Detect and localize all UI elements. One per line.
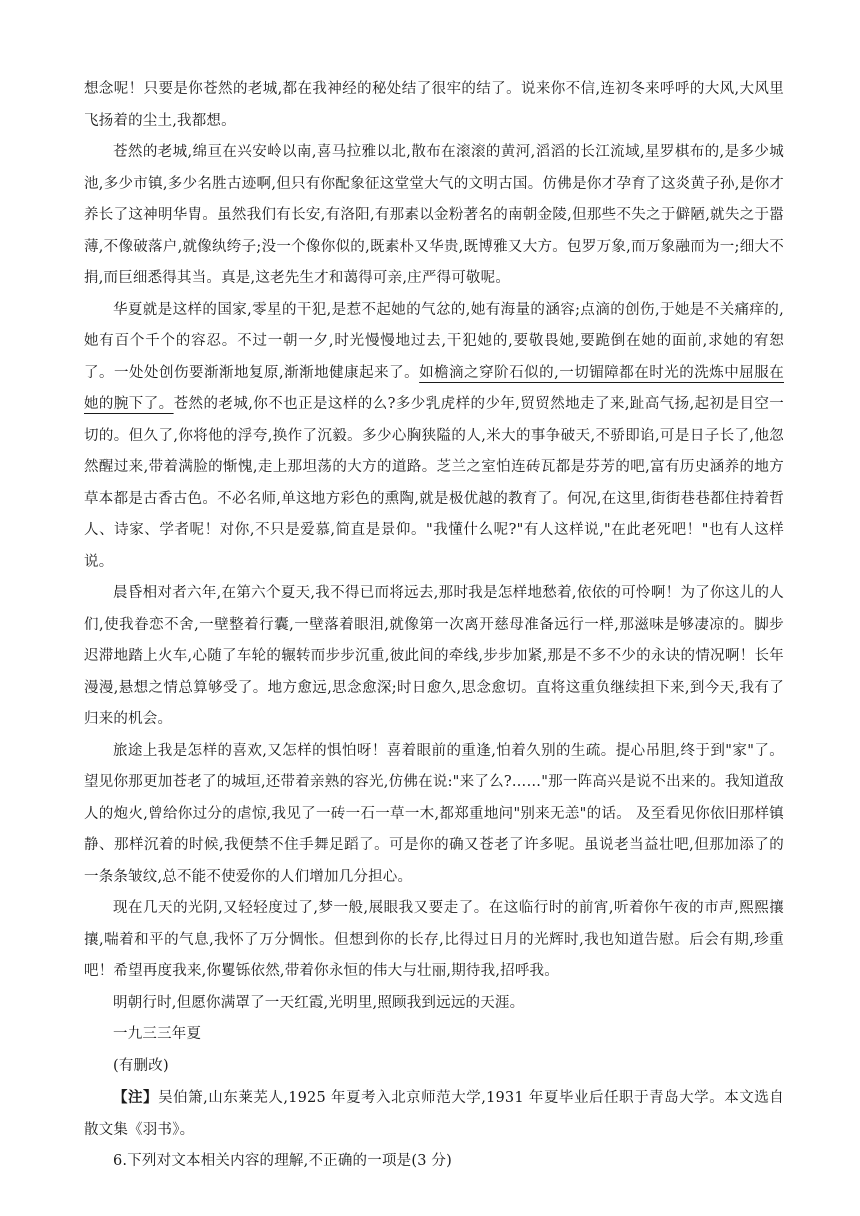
paragraph-3-text-after: 苍然的老城,你不也正是这样的么?多少乳虎样的少年,贸贸然地走了来,趾高气扬,起初是目空一切的。但久了,你将他的浮夸,换作了沉毅。多少心胸狭隘的人,米大的事争破天,不骄即谄,可是日子长了,他忽然醒过来,带着满脸的惭愧,走上那坦荡的大方的道路。芝兰之室怕连砖瓦都是芬芳的吧,富有历史涵养的地方草本都是古香古色。不必名师,单这地方彩色的熏陶,就是极优越的教育了。何况,在这里,街街巷巷都住持着哲人、诗家、学者呢！对你,不只是爱慕,简直是景仰。"我懂什么呢?"有人这样说,"在此老死吧！"也有人这样说。	[84, 396, 785, 570]
paragraph-3-text-before: 华夏就是这样的国家,零星的干犯,是惹不起她的气忿的,她有海量的涵容;点滴的创伤,于她是不关痛痒的,她有百个千个的容忍。不过一朝一夕,时光慢慢地过去,干犯她的,要敬畏她,要跪倒在她的面前,求她的宥恕了。一处处创伤要渐渐地复原,渐渐地健康起来了。	[84, 301, 784, 381]
underlined-sentence: 如檐滴之穿阶石似的,一切镅障都在时光的洗炼中屈服在她的腕下了。	[84, 364, 784, 412]
date-line: 一九三三年夏	[113, 1026, 202, 1042]
paragraph-7: 明朝行时,但愿你满罩了一天红霞,光明里,照顾我到远远的天涯。	[113, 994, 525, 1011]
author-note	[84, 1082, 784, 1146]
document-page	[84, 74, 784, 1178]
note-text: 吴伯箫,山东莱芜人,1925 年夏考入北京师范大学,1931 年夏毕业后任职于青岛大学。本文选自散文集《羽书》。	[84, 1090, 784, 1138]
paragraph-3	[84, 295, 784, 579]
paragraph-6: 现在几天的光阴,又轻轻度过了,梦一般,展眼我又要走了。在这临行时的前宵,听着你午夜的市声,熙熙攘攘,喘着和平的气息,我怀了万分惆怅。但想到你的长存,比得过日月的光辉时,我也知道告慰。后会有期,珍重吧！希望再度我来,你矍铄依然,带着你永恒的伟大与壮丽,期待我,招呼我。	[84, 900, 784, 979]
paragraph-4: 晨昏相对者六年,在第六个夏天,我不得已而将远去,那时我是怎样地愁着,依依的可怜啊！为了你这儿的人们,使我眷恋不舍,一壁整着行囊,一壁落着眼泪,就像第一次离开慈母准备远行一样,那滋味是够凄凉的。脚步迟滞地踏上火车,心随了车轮的辗转而步步沉重,彼此间的牵线,步步加紧,那是不多不少的永诀的情况啊！长年漫漫,悬想之情总算够受了。地方愈远,思念愈深;时日愈久,思念愈切。直将这重负继续担下来,到今天,我有了归来的机会。	[84, 585, 784, 727]
paragraph-5: 旅途上我是怎样的喜欢,又怎样的惧怕呀！喜着眼前的重逢,怕着久别的生疏。提心吊胆,终于到"家"了。望见你那更加苍老了的城垣,还带着亲熟的容光,仿佛在说:"来了么?……"那一阵高兴是说不出来的。我知道敌人的炮火,曾给你过分的虐惊,我见了一砖一石一草一木,都郑重地问"别来无恙"的话。 及至看见你依旧那样镇静、那样沉着的时候,我便禁不住手舞足蹈了。可是你的确又苍老了许多呢。虽说老当益壮吧,但那加添了的一条条皱纹,总不能不使爱你的人们增加几分担心。	[84, 742, 784, 885]
paragraph-1: 想念呢！只要是你苍然的老城,都在我神经的秘处结了很牢的结了。说来你不信,连初冬来呼呼的大风,大风里飞扬着的尘土,我都想。	[84, 81, 784, 129]
note-mark: 【注】	[113, 1089, 159, 1106]
paragraph-2: 苍然的老城,绵亘在兴安岭以南,喜马拉雅以北,散布在滚滚的黄河,滔滔的长江流域,星罗棋布的,是多少城池,多少市镇,多少名胜古迹啊,但只有你配象征这堂堂大气的文明古国。仿佛是你才孕育了这炎黄子孙,是你才养长了这神明华胄。虽然我们有长安,有洛阳,有那素以金粉著名的南朝金陵,但那些不失之于僻陋,就失之于嚣薄,不像破落户,就像纨绔子;没一个像你似的,既素朴又华贵,既博雅又大方。包罗万象,而万象融而为一;细大不捐,而巨细悉得其当。真是,这老先生才和蔼得可亲,庄严得可敬呢。	[84, 144, 784, 286]
question-6: 6.下列对文本相关内容的理解,不正确的一项是(3 分)	[113, 1153, 452, 1169]
abridged-note: (有删改)	[113, 1057, 169, 1074]
